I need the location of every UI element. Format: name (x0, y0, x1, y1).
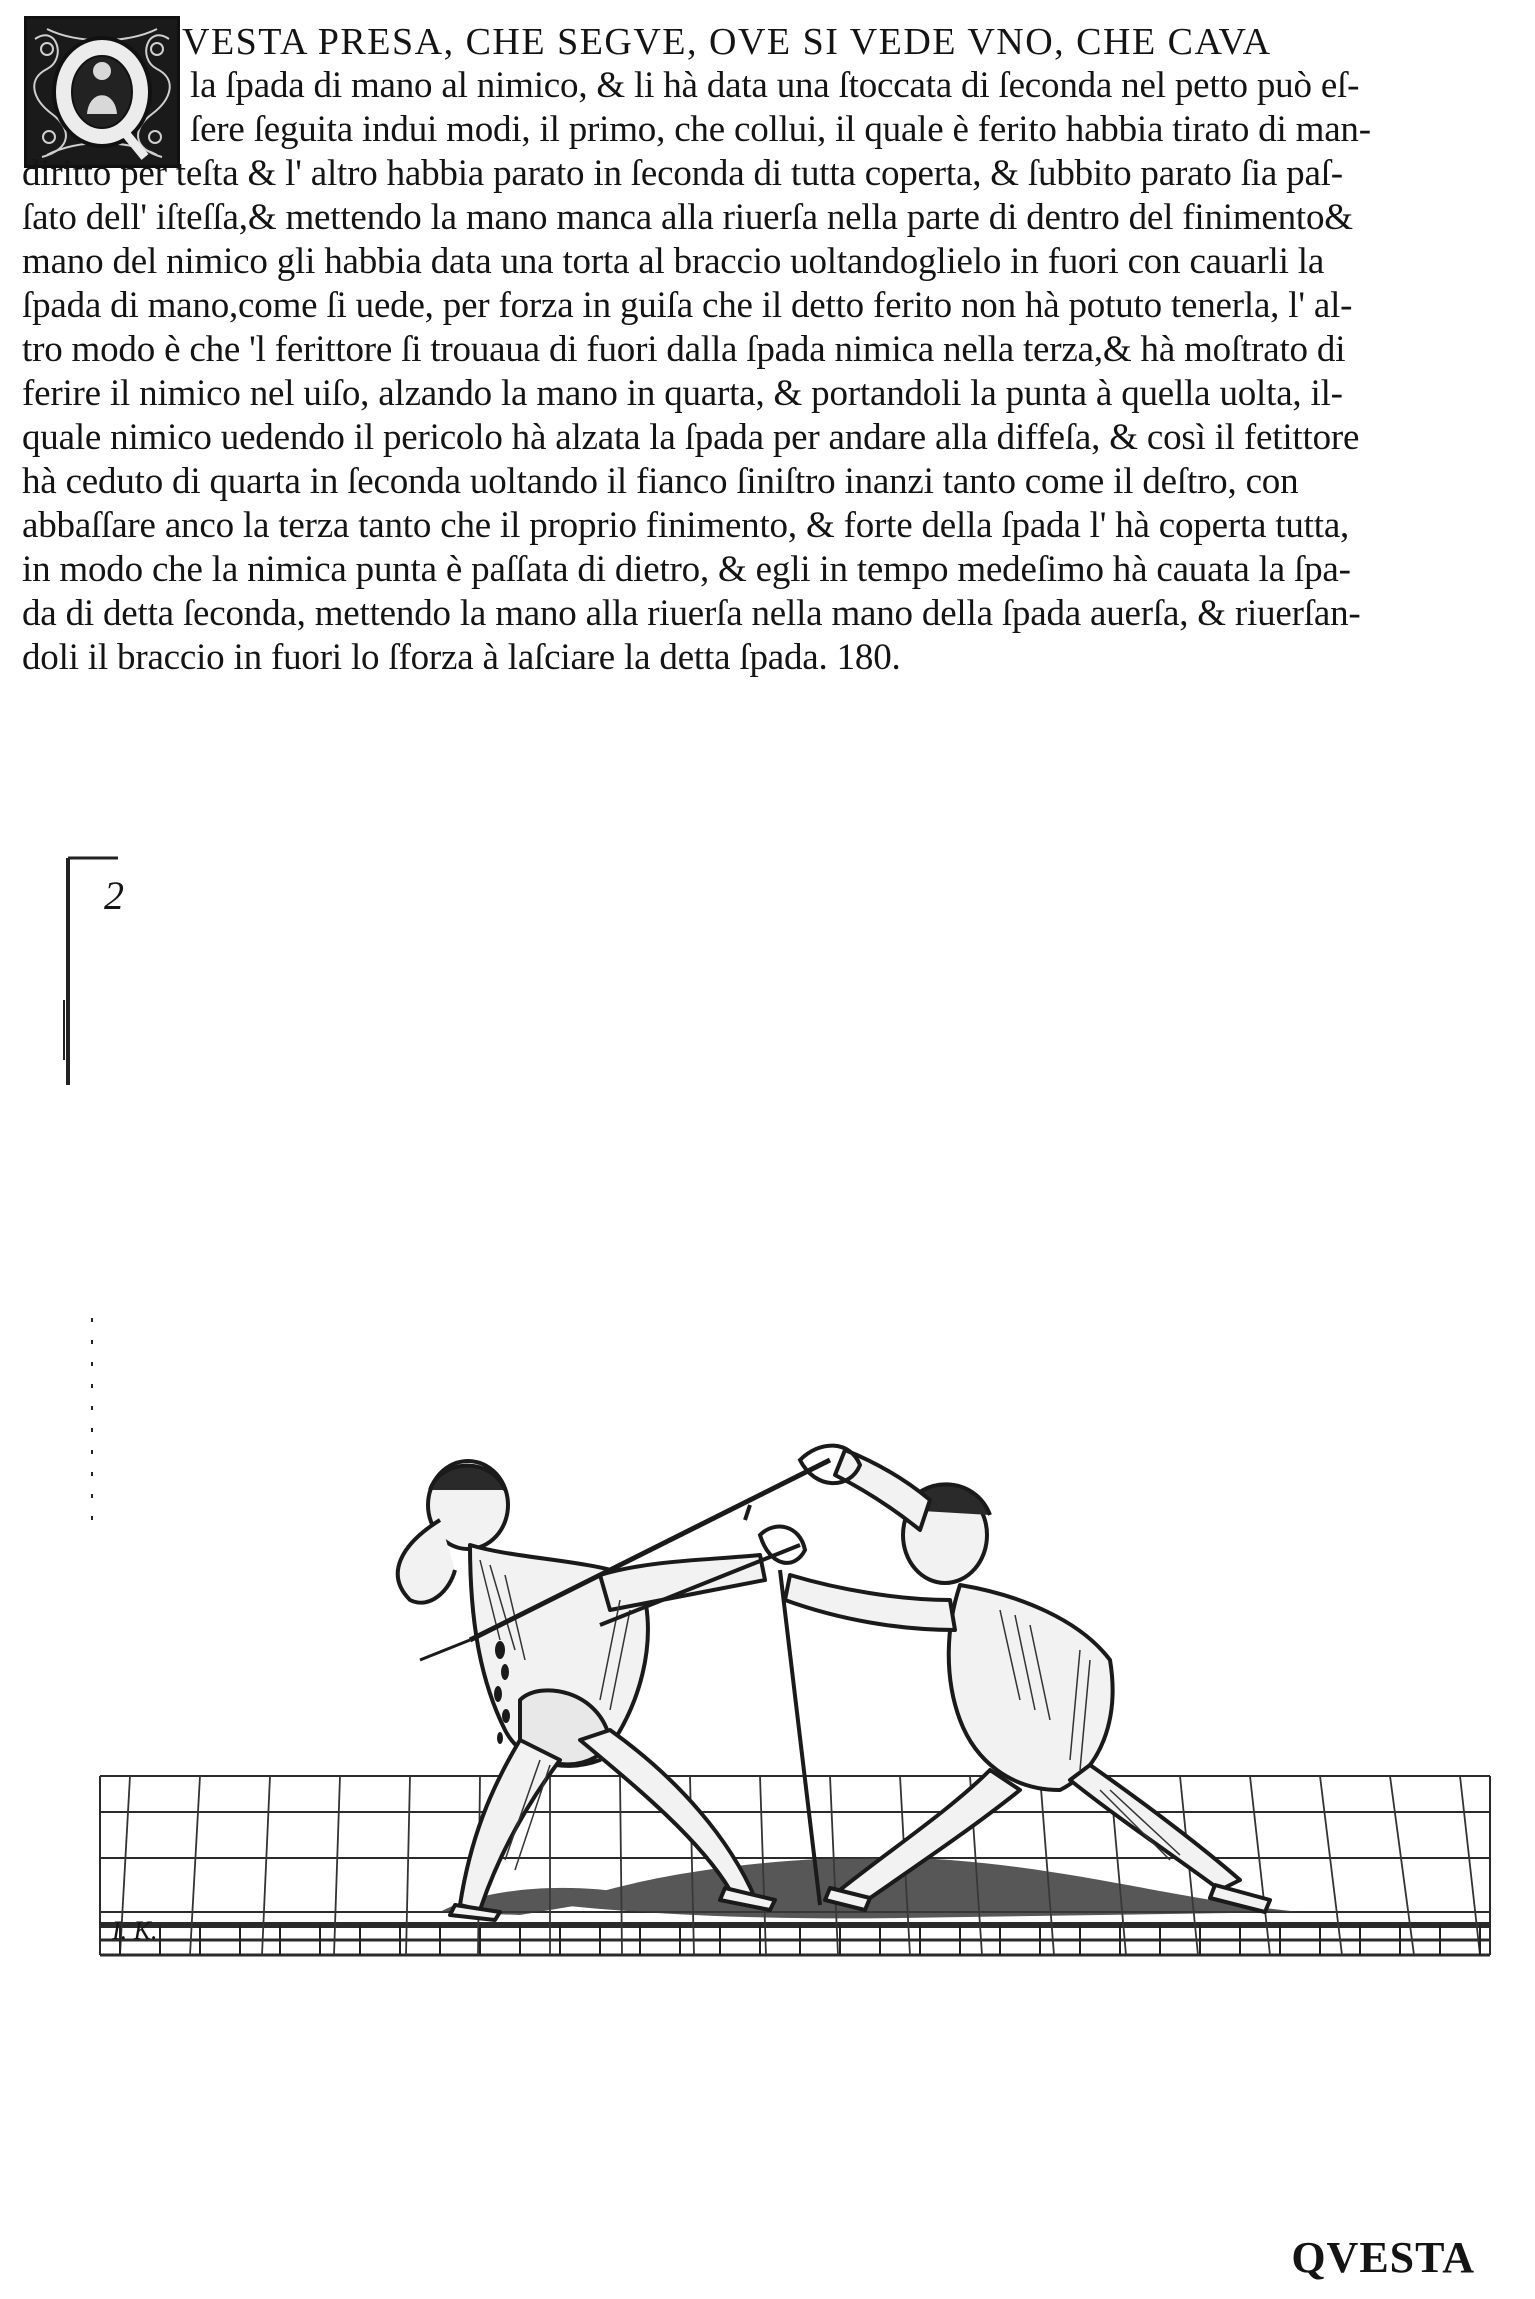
text-line-9: ferire il nimico nel uiſo, alzando la mano in quarta, & portandoli la punta à quella uolta, il- (22, 373, 1343, 414)
text-line-14: da di detta ſeconda, mettendo la mano alla riuerſa nella mano della ſpada auerſa, & riuerſan- (22, 593, 1361, 634)
text-line-7: ſpada di mano,come ſi uede, per forza in guiſa che il detto ferito non hà potuto tenerla, l' al- (22, 285, 1353, 326)
plate-number: 2 (104, 873, 124, 918)
text-line-13: in modo che la nimica punta è paſſata di dietro, & egli in tempo medeſimo hà cauata la ſpa- (22, 549, 1351, 590)
left-fencer (398, 1461, 775, 1920)
right-fencer (785, 1450, 1270, 1912)
text-line-10: quale nimico uedendo il pericolo hà alzata la ſpada per andare alla diffeſa, & così il fetittore (22, 417, 1360, 458)
text-line-6: mano del nimico gli habbia data una torta al braccio uoltandoglielo in fuori con cauarli la (22, 241, 1325, 282)
text-line-4: diritto per teſta & l' altro habbia parato in ſeconda di tutta coperta, & ſubbito parato ſia paſ- (22, 153, 1343, 194)
plate-border (64, 858, 118, 1520)
floor-mark: I. K. (112, 1916, 158, 1945)
text-line-5: ſato dell' iſteſſa,& mettendo la mano manca alla riuerſa nella parte di dentro del finimento& (22, 197, 1353, 238)
text-line-2: la ſpada di mano al nimico, & li hà data una ſtoccata di ſeconda nel petto può eſ- (190, 65, 1360, 106)
text-line-12: abbaſſare anco la terza tanto che il proprio finimento, & forte della ſpada l' hà coperta tutta, (22, 505, 1350, 546)
text-line-15: doli il braccio in fuori lo ſforza à laſciare la detta ſpada. 180. (22, 637, 901, 678)
text-line-3: ſere ſeguita indui modi, il primo, che collui, il quale è ferito habbia tirato di man- (190, 109, 1371, 150)
text-line-8: tro modo è che 'l ferittore ſi trouaua di fuori dalla ſpada nimica nella terza,& hà moſtrato di (22, 329, 1346, 370)
catchword: QVESTA (1291, 2233, 1475, 2282)
text-line-1: VESTA PRESA, CHE SEGVE, OVE SI VEDE VNO, CHE CAVA (182, 21, 1272, 63)
text-line-11: hà ceduto di quarta in ſeconda uoltando il fianco ſiniſtro inanzi tanto come il deſtro, con (22, 461, 1299, 502)
